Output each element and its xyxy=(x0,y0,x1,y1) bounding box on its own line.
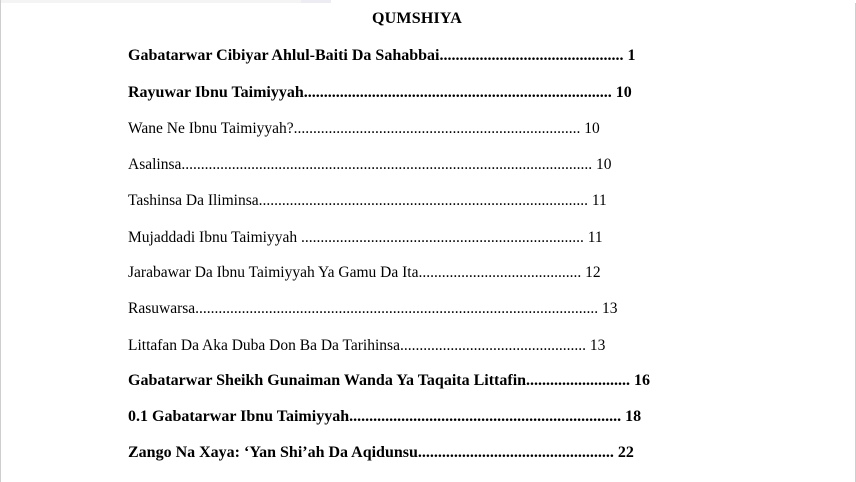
toc-entry: Mujaddadi Ibnu Taimiyyah ......................................................................... 11 xyxy=(128,229,603,246)
toc-entry: Asalinsa.......................................................................................................... 10 xyxy=(128,156,612,173)
toc-entry: Rayuwar Ibnu Taimiyyah............................................................................. 10 xyxy=(128,84,632,101)
toc-entry: Jarabawar Da Ibnu Taimiyyah Ya Gamu Da Ita.......................................... 12 xyxy=(128,264,601,281)
toc-entry: 0.1 Gabatarwar Ibnu Taimiyyah.................................................................... 18 xyxy=(128,408,642,425)
toc-heading: QUMSHIYA xyxy=(372,10,462,27)
toc-entry: Gabatarwar Sheikh Gunaiman Wanda Ya Taqaita Littafin.......................... 16 xyxy=(128,372,651,389)
toc-entry: Littafan Da Aka Duba Don Ba Da Tarihinsa................................................ 13 xyxy=(128,337,606,354)
toc-entry: Zango Na Xaya: ‘Yan Shi’ah Da Aqidunsu................................................. 22 xyxy=(128,444,634,461)
toc-entry: Wane Ne Ibnu Taimiyyah?.......................................................................... 10 xyxy=(128,120,600,137)
toc-entry: Rasuwarsa........................................................................................................ 13 xyxy=(128,300,618,317)
toc-entry: Tashinsa Da Iliminsa..................................................................................... 11 xyxy=(128,192,607,209)
toc-entry: Gabatarwar Cibiyar Ahlul-Baiti Da Sahabbai.............................................. 1 xyxy=(128,47,636,64)
page-top-edge xyxy=(1,0,856,3)
